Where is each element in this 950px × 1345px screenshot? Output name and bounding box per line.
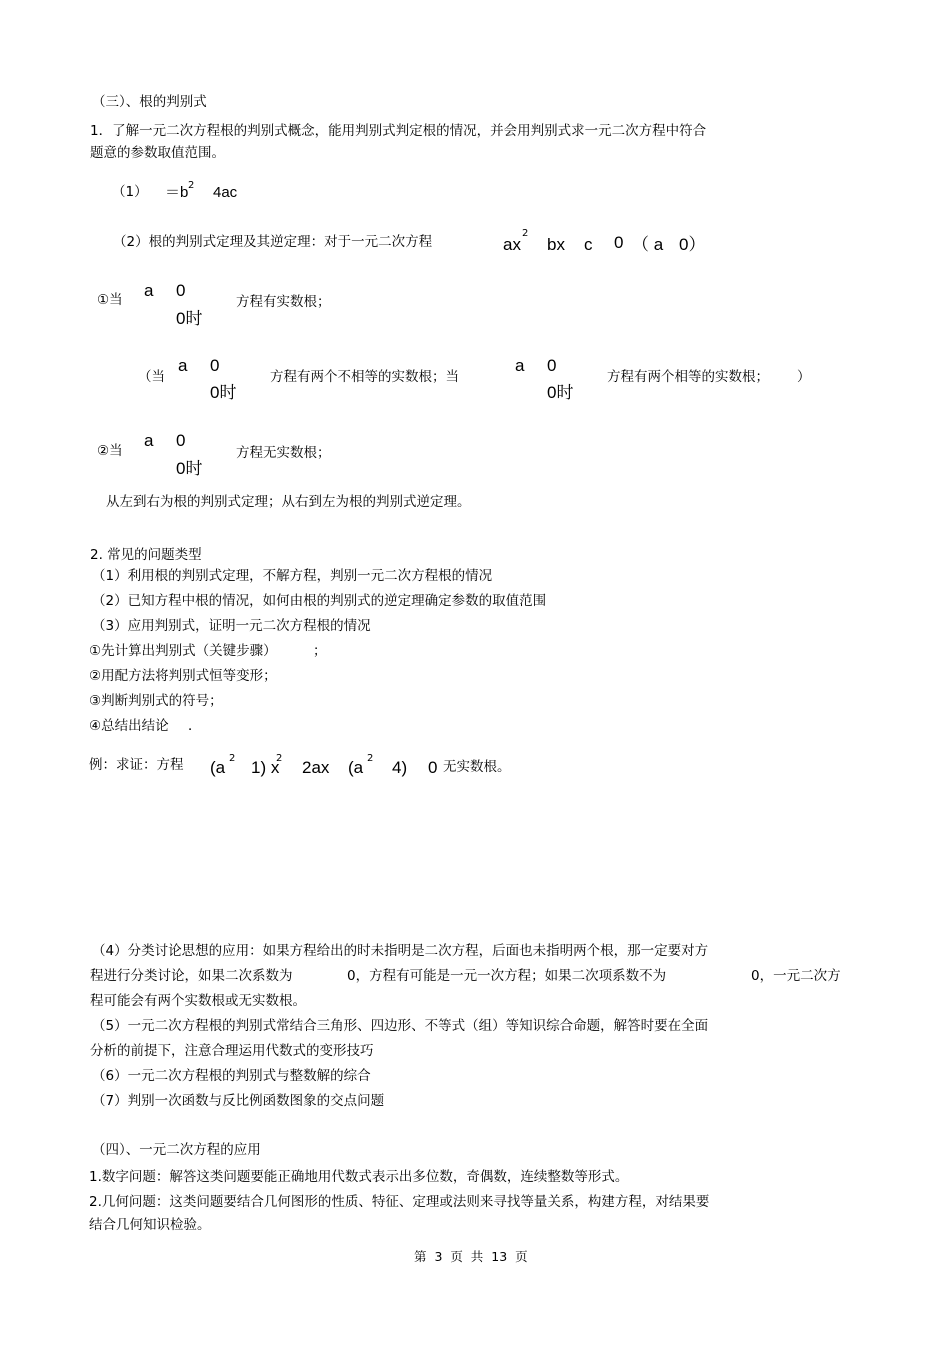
list-item: ； <box>313 643 327 659</box>
paragraph-line: 程进行分类讨论，如果二次系数为 <box>90 968 293 984</box>
formula-text: 0） <box>679 235 706 254</box>
formula-text: (a <box>210 758 226 777</box>
formula-text: c <box>584 235 593 254</box>
case-text: 方程有实数根； <box>236 294 331 310</box>
formula-exponent: 2 <box>522 228 529 239</box>
list-item: ③判断判别式的符号； <box>89 693 223 709</box>
example-label: 例：求证：方程 <box>89 757 184 773</box>
formula-text: a <box>515 356 525 375</box>
paragraph-line: （6）一元二次方程根的判别式与整数解的综合 <box>92 1068 371 1084</box>
paragraph-line: 0，一元二次方 <box>751 968 841 984</box>
paragraph-line: （7）判别一次函数与反比例函数图象的交点问题 <box>92 1093 385 1109</box>
formula-text: 0时 <box>176 309 203 328</box>
formula-text: 1) x <box>251 758 280 777</box>
theorem-line: （2）根的判别式定理及其逆定理：对于一元二次方程 <box>113 234 433 250</box>
page-number: 第 3 页 共 13 页 <box>414 1249 528 1264</box>
formula-text: 2ax <box>302 758 330 777</box>
formula-text: ＝b <box>165 184 189 201</box>
formula-exponent: 2 <box>229 753 236 764</box>
note-text: 从左到右为根的判别式定理；从右到左为根的判别式逆定理。 <box>106 494 471 510</box>
paragraph-line: （4）分类讨论思想的应用：如果方程给出的时未指明是二次方程，后面也未指明两个根，那一定要对方 <box>92 943 709 959</box>
paragraph-line: 分析的前提下，注意合理运用代数式的变形技巧 <box>90 1043 374 1059</box>
list-item: ②用配方法将判别式恒等变形； <box>89 668 277 684</box>
case-text: 方程无实数根； <box>236 445 331 461</box>
case-label: （当 <box>138 369 165 385</box>
case-text: ） <box>797 369 811 385</box>
formula-text: 4) <box>392 758 408 777</box>
formula-text: 0 <box>210 356 220 375</box>
case-text: 方程有两个相等的实数根； <box>607 369 769 385</box>
list-item: （2）已知方程中根的情况，如何由根的判别式的逆定理确定参数的取值范围 <box>92 593 547 609</box>
formula-text: a <box>144 281 154 300</box>
paragraph-line: （5）一元二次方程根的判别式常结合三角形、四边形、不等式（组）等知识综合命题，解答时要在全面 <box>92 1018 709 1034</box>
formula-text: bx <box>547 235 565 254</box>
formula-text: a <box>178 356 188 375</box>
formula-text: 0 <box>176 281 186 300</box>
paragraph-line: 1.数字问题：解答这类问题要能正确地用代数式表示出多位数，奇偶数，连续整数等形式。 <box>89 1169 629 1185</box>
formula-exponent: 2 <box>188 180 195 191</box>
formula-text: 0 <box>614 233 624 252</box>
paragraph-line: 0，方程有可能是一元一次方程；如果二次项系数不为 <box>347 968 667 984</box>
item-label: （1） <box>112 184 148 200</box>
formula-text: 0 <box>428 758 438 777</box>
formula-text: 0时 <box>210 383 237 402</box>
section-heading-discriminant: （三）、根的判别式 <box>92 94 207 110</box>
formula-text: ax <box>503 235 521 254</box>
paragraph-line: 题意的参数取值范围。 <box>90 145 225 161</box>
formula-text: （ a <box>632 235 664 254</box>
paragraph-line: 程可能会有两个实数根或无实数根。 <box>90 993 306 1009</box>
formula-text: 4ac <box>213 184 238 201</box>
case-label: ②当 <box>97 443 123 459</box>
case-label: ①当 <box>97 292 123 308</box>
section-heading-applications: （四）、一元二次方程的应用 <box>92 1142 261 1158</box>
list-item: （1）利用根的判别式定理，不解方程，判别一元二次方程根的情况 <box>92 568 493 584</box>
paragraph-line: 结合几何知识检验。 <box>89 1217 211 1233</box>
section-heading-types: 2. 常见的问题类型 <box>90 547 202 563</box>
list-item: ④总结出结论 <box>89 718 169 734</box>
formula-text: 0时 <box>547 383 574 402</box>
formula-text: 0 <box>176 431 186 450</box>
formula-text: (a <box>348 758 364 777</box>
list-item: ①先计算出判别式（关键步骤） <box>89 643 277 659</box>
case-text: 方程有两个不相等的实数根；当 <box>270 369 459 385</box>
formula-text: a <box>144 431 154 450</box>
paragraph-line: 1．了解一元二次方程根的判别式概念，能用判别式判定根的情况，并会用判别式求一元二次方程中符合 <box>90 123 707 139</box>
formula-exponent: 2 <box>276 753 283 764</box>
example-text: 无实数根。 <box>443 759 511 775</box>
formula-text: 0 <box>547 356 557 375</box>
list-item: （3）应用判别式，证明一元二次方程根的情况 <box>92 618 371 634</box>
list-item: ． <box>188 718 202 734</box>
paragraph-line: 2.几何问题：这类问题要结合几何图形的性质、特征、定理或法则来寻找等量关系，构建方程，对结果要 <box>89 1194 710 1210</box>
formula-text: 0时 <box>176 459 203 478</box>
formula-exponent: 2 <box>367 753 374 764</box>
